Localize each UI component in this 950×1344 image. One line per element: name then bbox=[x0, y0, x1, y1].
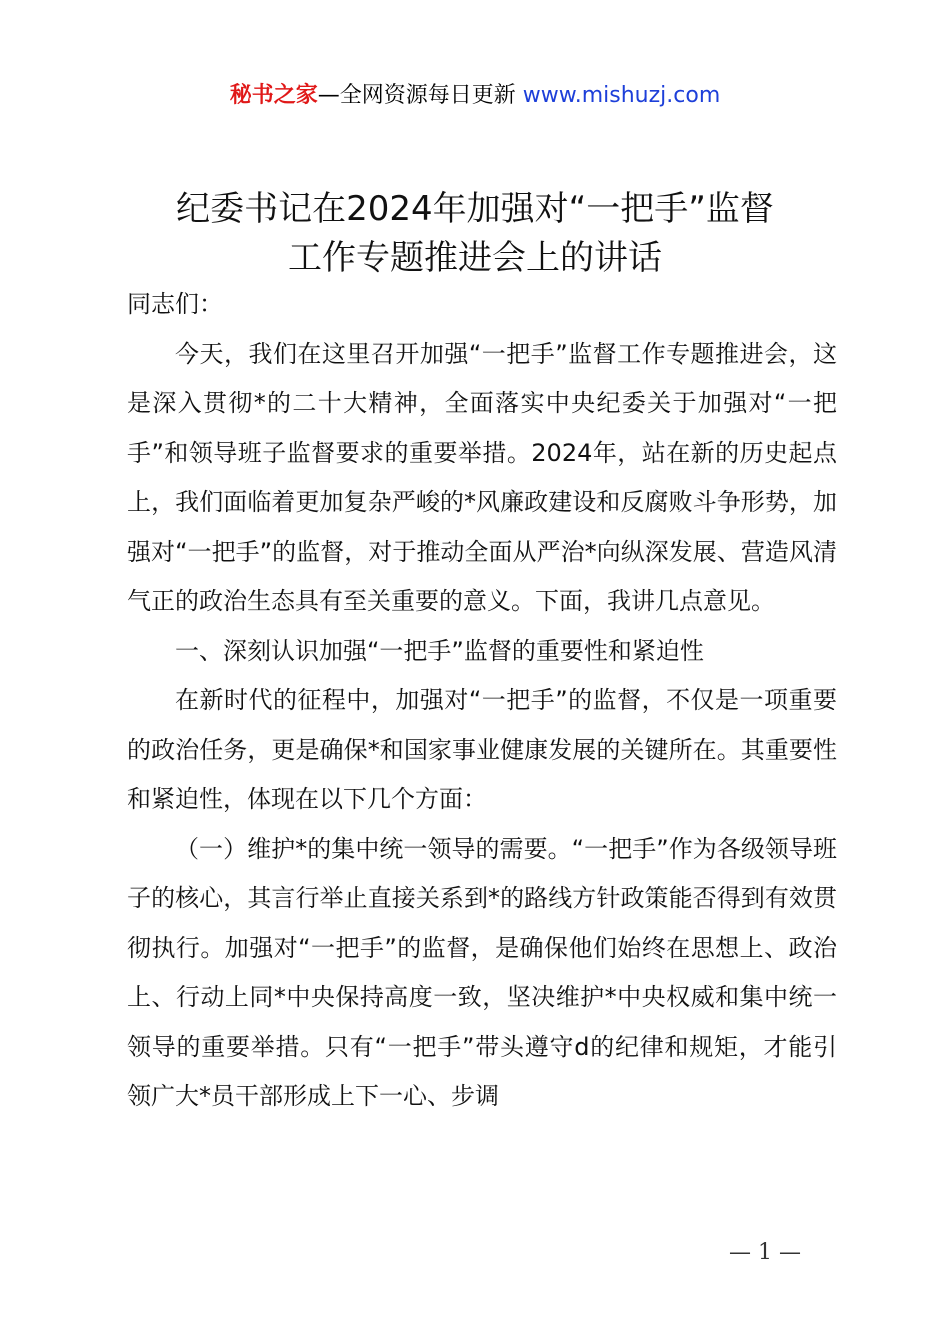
brand-name: 秘书之家 bbox=[229, 83, 318, 108]
site-header bbox=[0, 80, 950, 112]
page-number: — 1 — bbox=[729, 1240, 801, 1265]
paragraph-section-intro: 在新时代的征程中，加强对“一把手”的监督，不仅是一项重要的政治任务，更是确保*和国家事业健康发展的关键所在。其重要性和紧迫性，体现在以下几个方面： bbox=[127, 686, 837, 813]
paragraph-intro: 今天，我们在这里召开加强“一把手”监督工作专题推进会，这是深入贯彻*的二十大精神，全面落实中央纪委关于加强对“一把手”和领导班子监督要求的重要举措。2024年，站在新的历史起点上，我们面临着更加复杂严峻的*风廉政建设和反腐败斗争形势，加强对“一把手”的监督，对于推动全面从严治*向纵深发展、营造风清气正的政治生态具有至关重要的意义。下面，我讲几点意见。 bbox=[127, 339, 837, 615]
section-heading: 一、深刻认识加强“一把手”监督的重要性和紧迫性 bbox=[175, 636, 704, 665]
header-tagline: —全网资源每日更新 bbox=[317, 83, 523, 108]
document-title-line-1: 纪委书记在2024年加强对“一把手”监督 bbox=[176, 189, 774, 229]
document-title-line-2: 工作专题推进会上的讲话 bbox=[288, 238, 662, 278]
document-body bbox=[127, 280, 837, 1122]
site-url-link[interactable]: www.mishuzj.com bbox=[522, 83, 721, 108]
salutation: 同志们： bbox=[127, 290, 223, 318]
paragraph-point-one: （一）维护*的集中统一领导的需要。“一把手”作为各级领导班子的核心，其言行举止直接关系到*的路线方针政策能否得到有效贯彻执行。加强对“一把手”的监督，是确保他们始终在思想上、政治上、行动上同*中央保持高度一致，坚决维护*中央权威和集中统一领导的重要举措。只有“一把手”带头遵守d的纪律和规矩，才能引领广大*员干部形成上下一心、步调 bbox=[127, 834, 837, 1110]
